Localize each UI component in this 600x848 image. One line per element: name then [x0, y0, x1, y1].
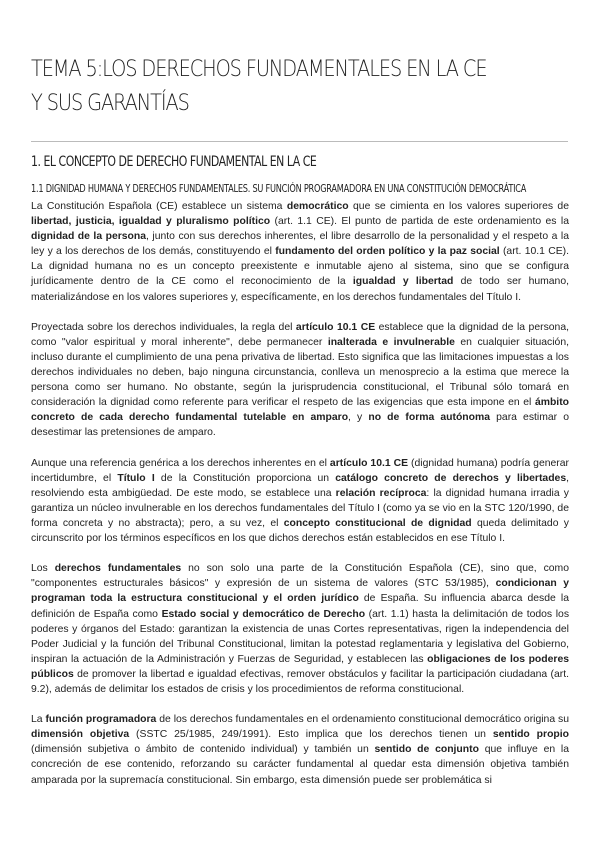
text-run: Proyectada sobre los derechos individuales, la regla del — [31, 321, 296, 333]
bold-text: ámbito concreto de cada derecho fundamental tutelable en amparo — [31, 397, 569, 424]
bold-text: concepto constitucional de dignidad — [283, 517, 472, 529]
text-run: de España. Su influencia abarca desde la definición de España como — [31, 593, 569, 620]
text-run: La Constitución Española (CE) establece un sistema — [31, 201, 287, 212]
text-run: La — [31, 714, 46, 726]
paragraph — [31, 199, 569, 305]
text-run: Aunque una referencia genérica a los derechos inherentes en el — [31, 457, 330, 469]
bold-text: sentido propio — [492, 729, 570, 741]
paragraph — [31, 456, 569, 547]
bold-text: no de forma autónoma — [368, 412, 491, 424]
paragraph — [31, 320, 569, 441]
bold-text: democrático — [286, 201, 349, 212]
text-run: : la dignidad humana irradia y garantiza un núcleo invulnerable en los derechos fundamentales del Título I (como ya se vio en la STC 120/1990, de forma concreta y no abstracta); pero, a su vez, el — [31, 487, 569, 529]
text-run: , y — [348, 412, 369, 424]
text-run: Los — [31, 563, 55, 575]
text-run: de la Constitución proporciona un — [154, 472, 336, 484]
subsection-heading: 1.1 DIGNIDAD HUMANA Y DERECHOS FUNDAMENTALES. SU FUNCIÓN PROGRAMADORA EN UNA CONSTITUCIÓN DEMOCRÁTICA — [31, 183, 527, 195]
title-divider — [31, 141, 568, 142]
bold-text: libertad, justicia, igualdad y pluralismo político — [31, 216, 271, 228]
text-run: (dimensión subjetiva o ámbito de contenido individual) y también un — [31, 744, 375, 756]
text-run: establece que la dignidad de la persona, como "valor espiritual y moral inherente", debe permanecer — [31, 321, 569, 348]
text-run: (art. 10.1 CE). La dignidad humana no es un concepto preexistente e inmutable ajeno al sistema, sino que se configura jurídicamente dentro de la CE como el reconocimiento de la — [31, 246, 570, 288]
bold-text: artículo 10.1 CE — [329, 457, 409, 469]
bold-text: dignidad de la persona — [31, 231, 147, 243]
bold-text: obligaciones de los poderes públicos — [31, 653, 570, 680]
text-run: (SSTC 25/1985, 249/1991). Esto implica que los derechos tienen un — [129, 729, 493, 741]
text-run: de los derechos fundamentales en el ordenamiento constitucional democrático origina su — [156, 714, 569, 726]
text-run: , junto con sus derechos inherentes, el libre desarrollo de la personalidad y el respeto a la ley y a los derechos de los demás, constituyendo el — [31, 231, 569, 258]
bold-text: fundamento del orden político y la paz social — [275, 246, 500, 258]
bold-text: Título I — [117, 472, 155, 484]
bold-text: sentido de conjunto — [374, 744, 479, 756]
text-run: (art. 1.1) hasta la delimitación de todos los poderes y órganos del Estado: garantizan la existencia de unas Cortes representativas, rigen la independencia del Poder Judicial y la función del Tribunal Constitucional, limitan la potestad reglamentaria y legislativa del Gobierno, inspiran la actuación de la Administración y Fuerzas de Seguridad, y establecen las — [31, 608, 570, 665]
bold-text: relación recíproca — [335, 487, 427, 499]
text-run: de todo ser humano, materializándose en los valores superiores y, específicamente, en los derechos fundamentales del Título I. — [31, 276, 570, 303]
bold-text: catálogo concreto de derechos y libertades — [335, 472, 567, 484]
text-run: para estimar o desestimar las pretensiones de amparo. — [31, 412, 569, 439]
text-run: que se cimienta en los valores superiores de — [348, 201, 569, 212]
text-run: , resolviendo esta ambigüedad. De este modo, se establece una — [31, 472, 569, 499]
paragraph — [31, 561, 569, 697]
bold-text: artículo 10.1 CE — [295, 321, 376, 333]
text-run: queda delimitado y circunscrito por los términos específicos en los que dichos derechos están establecidos en ese Título I. — [31, 517, 569, 545]
bold-text: inalterada e invulnerable — [327, 336, 455, 348]
bold-text: condicionan y programan toda la estructura constitucional y el orden jurídico — [31, 578, 570, 605]
text-run: de promover la libertad e igualdad efectivas, remover obstáculos y facilitar la participación ciudadana (art. 9.2), además de delimitar los estados de crisis y los procedimientos de reforma constitucional. — [31, 668, 569, 695]
bold-text: derechos fundamentales — [54, 563, 182, 575]
section-heading: 1. EL CONCEPTO DE DERECHO FUNDAMENTAL EN LA CE — [31, 154, 317, 170]
bold-text: igualdad y libertad — [352, 276, 454, 288]
bold-text: dimensión objetiva — [31, 729, 130, 741]
paragraph — [31, 712, 569, 787]
text-run: (art. 1.1 CE). El punto de partida de este ordenamiento es la — [270, 216, 569, 228]
text-run: (dignidad humana) podría generar incertidumbre, el — [31, 457, 569, 484]
text-run: no son solo una parte de la Constitución Española (CE), sino que, como "componentes estructurales básicos" y expresión de un sistema de valores (STC 53/1985), — [31, 563, 569, 590]
page-title: TEMA 5:LOS DERECHOS FUNDAMENTALES EN LA CE Y SUS GARANTÍAS — [31, 56, 487, 116]
text-run: en cualquier situación, incluso durante el cumplimiento de una pena privativa de libertad. Esto significa que las limitaciones impuestas a los derechos individuales no deben, bajo ninguna circunstancia, conlleva un menosprecio a la estima que merece la persona como ser humano. No obstante, según la jurisprudencia constitucional, el Tribunal sólo tomará en consideración la dignidad como referente para verificar el respeto de las exigencias que esta impone en el — [31, 336, 569, 409]
text-run: que influye en la concreción de ese contenido, reforzando su carácter fundamental al quedar esta dimensión objetiva también amparada por la supremacía constitucional. Sin embargo, esta dimensión puede ser problemática si — [31, 744, 569, 786]
body-text — [31, 199, 569, 788]
bold-text: Estado social y democrático de Derecho — [161, 608, 366, 620]
bold-text: función programadora — [45, 714, 157, 726]
